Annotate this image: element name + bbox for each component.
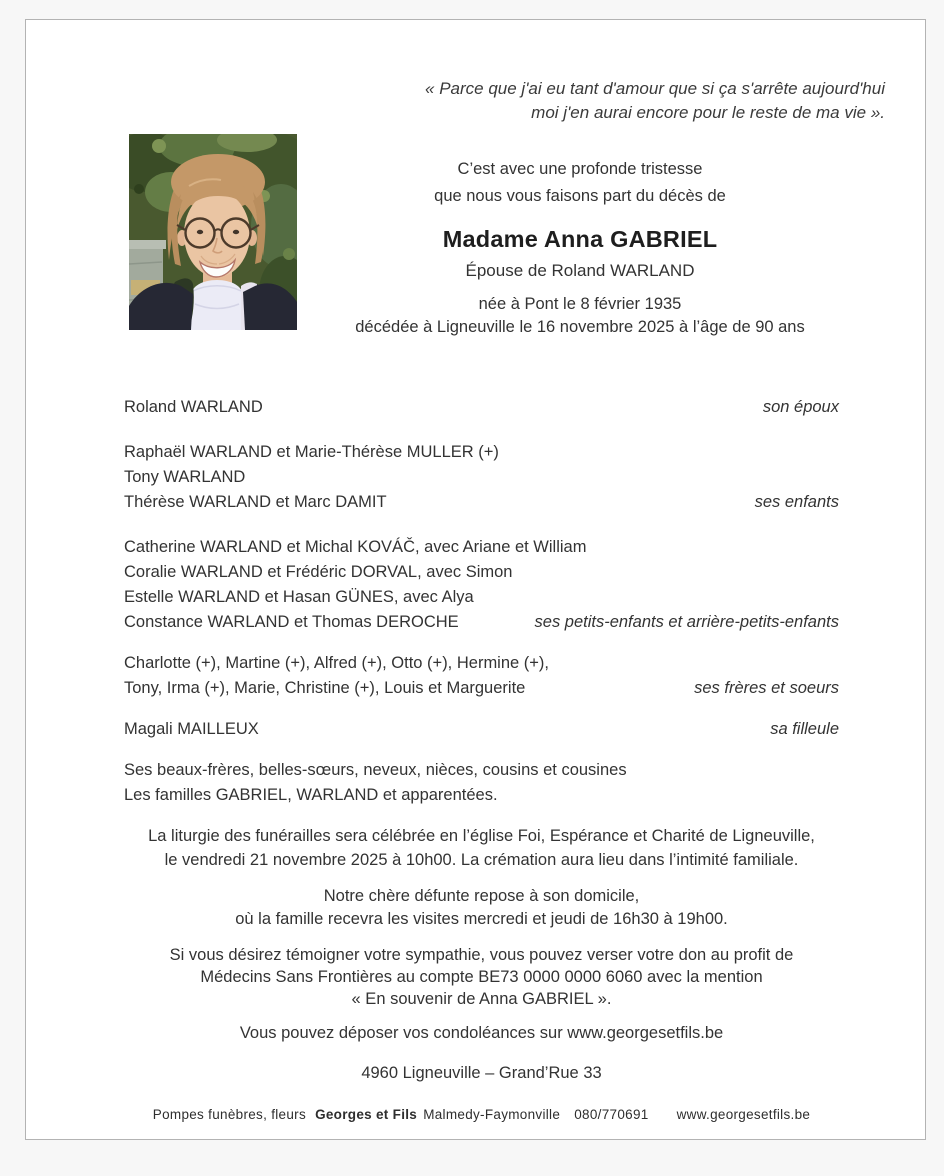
relatives-paragraph [124,758,839,808]
family-member-names: Tony, Irma (+), Marie, Christine (+), Louis et Marguerite [124,679,526,697]
liturgy-line-1: La liturgie des funérailles sera célébrée en l’église Foi, Espérance et Charité de Ligneuville, [148,827,815,845]
family-role: ses frères et soeurs [694,679,839,697]
family-line [124,585,839,610]
address-line: 4960 Ligneuville – Grand’Rue 33 [361,1064,602,1082]
family-line [124,651,839,676]
card-body [124,395,839,1122]
quote-line-1: « Parce que j'ai eu tant d'amour que si ça s'arrête aujourd'hui [425,79,885,98]
footer-prefix: Pompes funèbres, fleurs [152,1107,307,1122]
family-member-names: Constance WARLAND et Thomas DEROCHE [124,613,459,631]
family-group-spouse [124,395,839,420]
deceased-birth-line: née à Pont le 8 février 1935 [478,295,682,313]
footer-location: Malmedy-Faymonville [423,1107,561,1122]
family-group-children [124,440,839,515]
announcement-header [297,134,863,339]
family-member-names: Catherine WARLAND et Michal KOVÁČ, avec Ariane et William [124,538,587,556]
intro-line-2: que nous vous faisons part du décès de [434,187,726,205]
family-line [124,535,839,560]
quote-line-2: moi j'en aurai encore pour le reste de ma vie ». [531,103,885,122]
family-role: sa filleule [770,720,839,738]
family-role: son époux [762,398,839,416]
family-member-names: Charlotte (+), Martine (+), Alfred (+), Otto (+), Hermine (+), [124,654,549,672]
memorial-card [25,19,926,1140]
visits-line-1: Notre chère défunte repose à son domicile, [323,887,640,905]
family-line [124,465,839,490]
liturgy-line-2: le vendredi 21 novembre 2025 à 10h00. La crémation aura lieu dans l’intimité familiale. [164,851,799,869]
donation-line-1: Si vous désirez témoigner votre sympathie, vous pouvez verser votre don au profit de [169,946,794,964]
portrait-photo [129,134,297,330]
visits-paragraph [124,885,839,931]
memorial-quote [26,77,885,125]
family-group-grandchildren [124,535,839,635]
family-line [124,610,839,635]
family-member-names: Magali MAILLEUX [124,720,259,738]
relatives-line-2: Les familles GABRIEL, WARLAND et apparentées. [124,786,498,804]
family-member-names: Roland WARLAND [124,398,263,416]
deceased-name: Madame Anna GABRIEL [442,226,718,252]
family-line [124,395,839,420]
family-member-names: Thérèse WARLAND et Marc DAMIT [124,493,387,511]
deceased-spouse: Épouse de Roland WARLAND [465,261,695,280]
family-line [124,717,839,742]
family-member-names: Tony WARLAND [124,468,246,486]
family-role: ses enfants [754,493,839,511]
donation-line-3: « En souvenir de Anna GABRIEL ». [351,990,612,1008]
footer-phone: 080/770691 [574,1107,649,1122]
family-line [124,440,839,465]
visits-line-2: où la famille recevra les visites mercredi et jeudi de 16h30 à 19h00. [235,910,728,928]
condolences-line: Vous pouvez déposer vos condoléances sur www.georgesetfils.be [239,1024,724,1042]
family-line [124,490,839,515]
relatives-line-1: Ses beaux-frères, belles-sœurs, neveux, nièces, cousins et cousines [124,761,627,779]
family-group-siblings [124,651,839,701]
donation-line-2: Médecins Sans Frontières au compte BE73 0000 0000 6060 avec la mention [200,968,763,986]
family-member-names: Estelle WARLAND et Hasan GÜNES, avec Alya [124,588,474,606]
donation-paragraph [124,944,839,1010]
family-member-names: Coralie WARLAND et Frédéric DORVAL, avec Simon [124,563,513,581]
family-role: ses petits-enfants et arrière-petits-enfants [534,613,839,631]
deceased-death-line: décédée à Ligneuville le 16 novembre 2025 à l’âge de 90 ans [355,318,805,336]
footer-brand: Georges et Fils [315,1107,418,1122]
footer-website: www.georgesetfils.be [676,1107,811,1122]
liturgy-paragraph [124,824,839,872]
family-line [124,676,839,701]
intro-line-1: C’est avec une profonde tristesse [457,160,703,178]
portrait-photo-illustration [129,134,297,330]
family-member-names: Raphaël WARLAND et Marie-Thérèse MULLER (+) [124,443,499,461]
family-group-goddaughter [124,717,839,742]
family-line [124,560,839,585]
funeral-home-footer [124,1107,839,1122]
header [129,134,863,339]
